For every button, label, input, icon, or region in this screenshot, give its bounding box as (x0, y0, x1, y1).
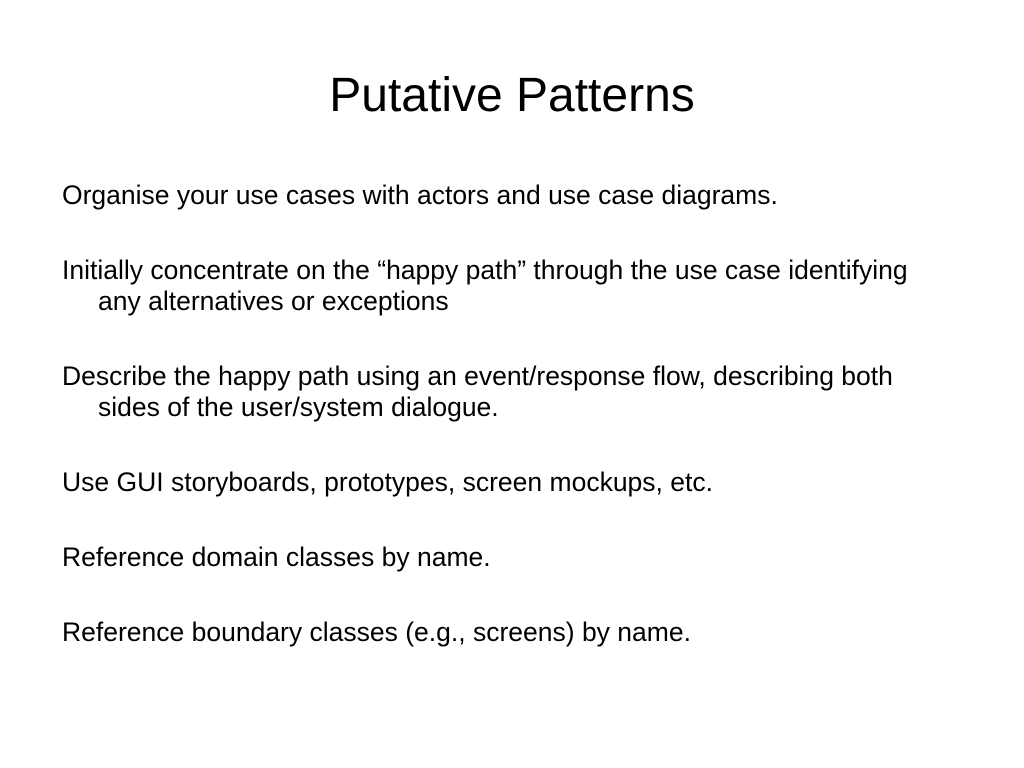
bullet-item: Initially concentrate on the “happy path” through the use case identifying any alternatives or exceptions (62, 255, 908, 316)
bullet-item: Reference boundary classes (e.g., screens) by name. (62, 617, 691, 647)
bullet-item: Organise your use cases with actors and use case diagrams. (62, 180, 778, 210)
bullet-list (62, 180, 942, 648)
slide-title: Putative Patterns (329, 69, 695, 122)
bullet-item: Use GUI storyboards, prototypes, screen mockups, etc. (62, 467, 713, 497)
bullet-item: Describe the happy path using an event/response flow, describing both sides of the user/system dialogue. (62, 361, 893, 422)
bullet-item: Reference domain classes by name. (62, 542, 491, 572)
